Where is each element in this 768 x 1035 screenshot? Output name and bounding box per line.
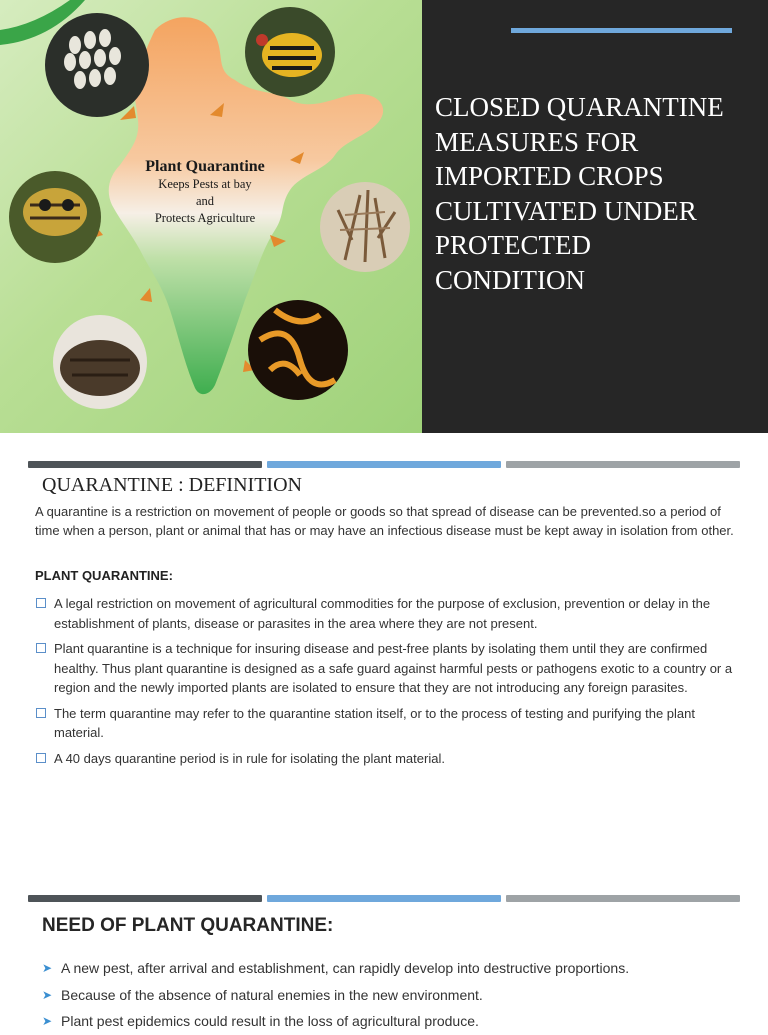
divider-bar-dark bbox=[28, 895, 262, 902]
caption-line-2: and bbox=[195, 194, 215, 208]
caption-line-1: Keeps Pests at bay bbox=[158, 177, 252, 191]
list-item bbox=[42, 982, 742, 1009]
list-item-text: Plant quarantine is a technique for insuring disease and pest-free plants by isolating them until they are confirmed healthy. Thus plant quarantine is designed as a safe guard against harmful pests or pathogens exotic to a country or a region and the newly imported plants are isolated to ensure that they are not introducing any foreign parasites. bbox=[54, 641, 733, 695]
plant-quarantine-subheading: PLANT QUARANTINE: bbox=[35, 568, 173, 583]
pest-photo-5 bbox=[53, 315, 147, 409]
definition-heading: QUARANTINE : DEFINITION bbox=[42, 474, 302, 496]
list-item bbox=[35, 639, 740, 698]
pest-photo-4 bbox=[320, 182, 410, 272]
caption-title: Plant Quarantine bbox=[145, 158, 265, 175]
arrow-bullet-icon: ➤ bbox=[42, 1014, 53, 1028]
square-bullet-icon bbox=[36, 598, 46, 608]
pest-photo-6 bbox=[248, 300, 348, 400]
list-item bbox=[42, 1008, 742, 1035]
caption-line-3: Protects Agriculture bbox=[154, 211, 256, 225]
definition-list bbox=[35, 594, 740, 774]
divider-bar-blue bbox=[267, 461, 501, 468]
definition-text: A quarantine is a restriction on movement of people or goods so that spread of disease can be prevented.so a period of time when a person, plant or animal that has or may have an infectious disease must be kept away in isolation from other. bbox=[35, 504, 734, 538]
section-divider-1 bbox=[28, 461, 740, 468]
square-bullet-icon bbox=[36, 753, 46, 763]
pest-photo-3 bbox=[9, 171, 101, 263]
list-item-text: The term quarantine may refer to the quarantine station itself, or to the process of testing and purifying the plant material. bbox=[54, 705, 695, 740]
divider-bar-gray bbox=[506, 461, 740, 468]
accent-line bbox=[511, 28, 732, 33]
list-item-text: A legal restriction on movement of agricultural commodities for the purpose of exclusion, prevention or delay in the establishment of plants, disease or parasites in the area where they are not present. bbox=[54, 596, 711, 631]
need-list bbox=[42, 955, 742, 1035]
list-item bbox=[35, 704, 740, 743]
plant-quarantine-caption bbox=[130, 158, 280, 227]
arrow-bullet-icon: ➤ bbox=[42, 987, 53, 1002]
slide-title: CLOSED QUARANTINE MEASURES FOR IMPORTED CROPS CULTIVATED UNDER PROTECTED CONDITION bbox=[435, 92, 724, 295]
divider-bar-gray bbox=[506, 895, 740, 902]
pest-photo-2 bbox=[245, 7, 335, 97]
square-bullet-icon bbox=[36, 708, 46, 718]
divider-bar-blue bbox=[267, 895, 501, 902]
list-item bbox=[42, 955, 742, 982]
list-item bbox=[35, 594, 740, 633]
need-heading: NEED OF PLANT QUARANTINE: bbox=[42, 915, 334, 936]
list-item-text: A new pest, after arrival and establishment, can rapidly develop into destructive proportions. bbox=[61, 960, 630, 976]
list-item-text: A 40 days quarantine period is in rule for isolating the plant material. bbox=[54, 750, 445, 766]
divider-bar-dark bbox=[28, 461, 262, 468]
square-bullet-icon bbox=[36, 643, 46, 653]
title-slide bbox=[0, 0, 768, 433]
arrow-bullet-icon: ➤ bbox=[42, 961, 53, 975]
list-item-text: Plant pest epidemics could result in the loss of agricultural produce. bbox=[61, 1013, 479, 1029]
list-item bbox=[35, 749, 740, 769]
pest-photo-1 bbox=[45, 13, 149, 117]
section-divider-2 bbox=[28, 895, 740, 902]
list-item-text: Because of the absence of natural enemies in the new environment. bbox=[61, 986, 483, 1003]
plant-quarantine-illustration bbox=[0, 0, 422, 433]
